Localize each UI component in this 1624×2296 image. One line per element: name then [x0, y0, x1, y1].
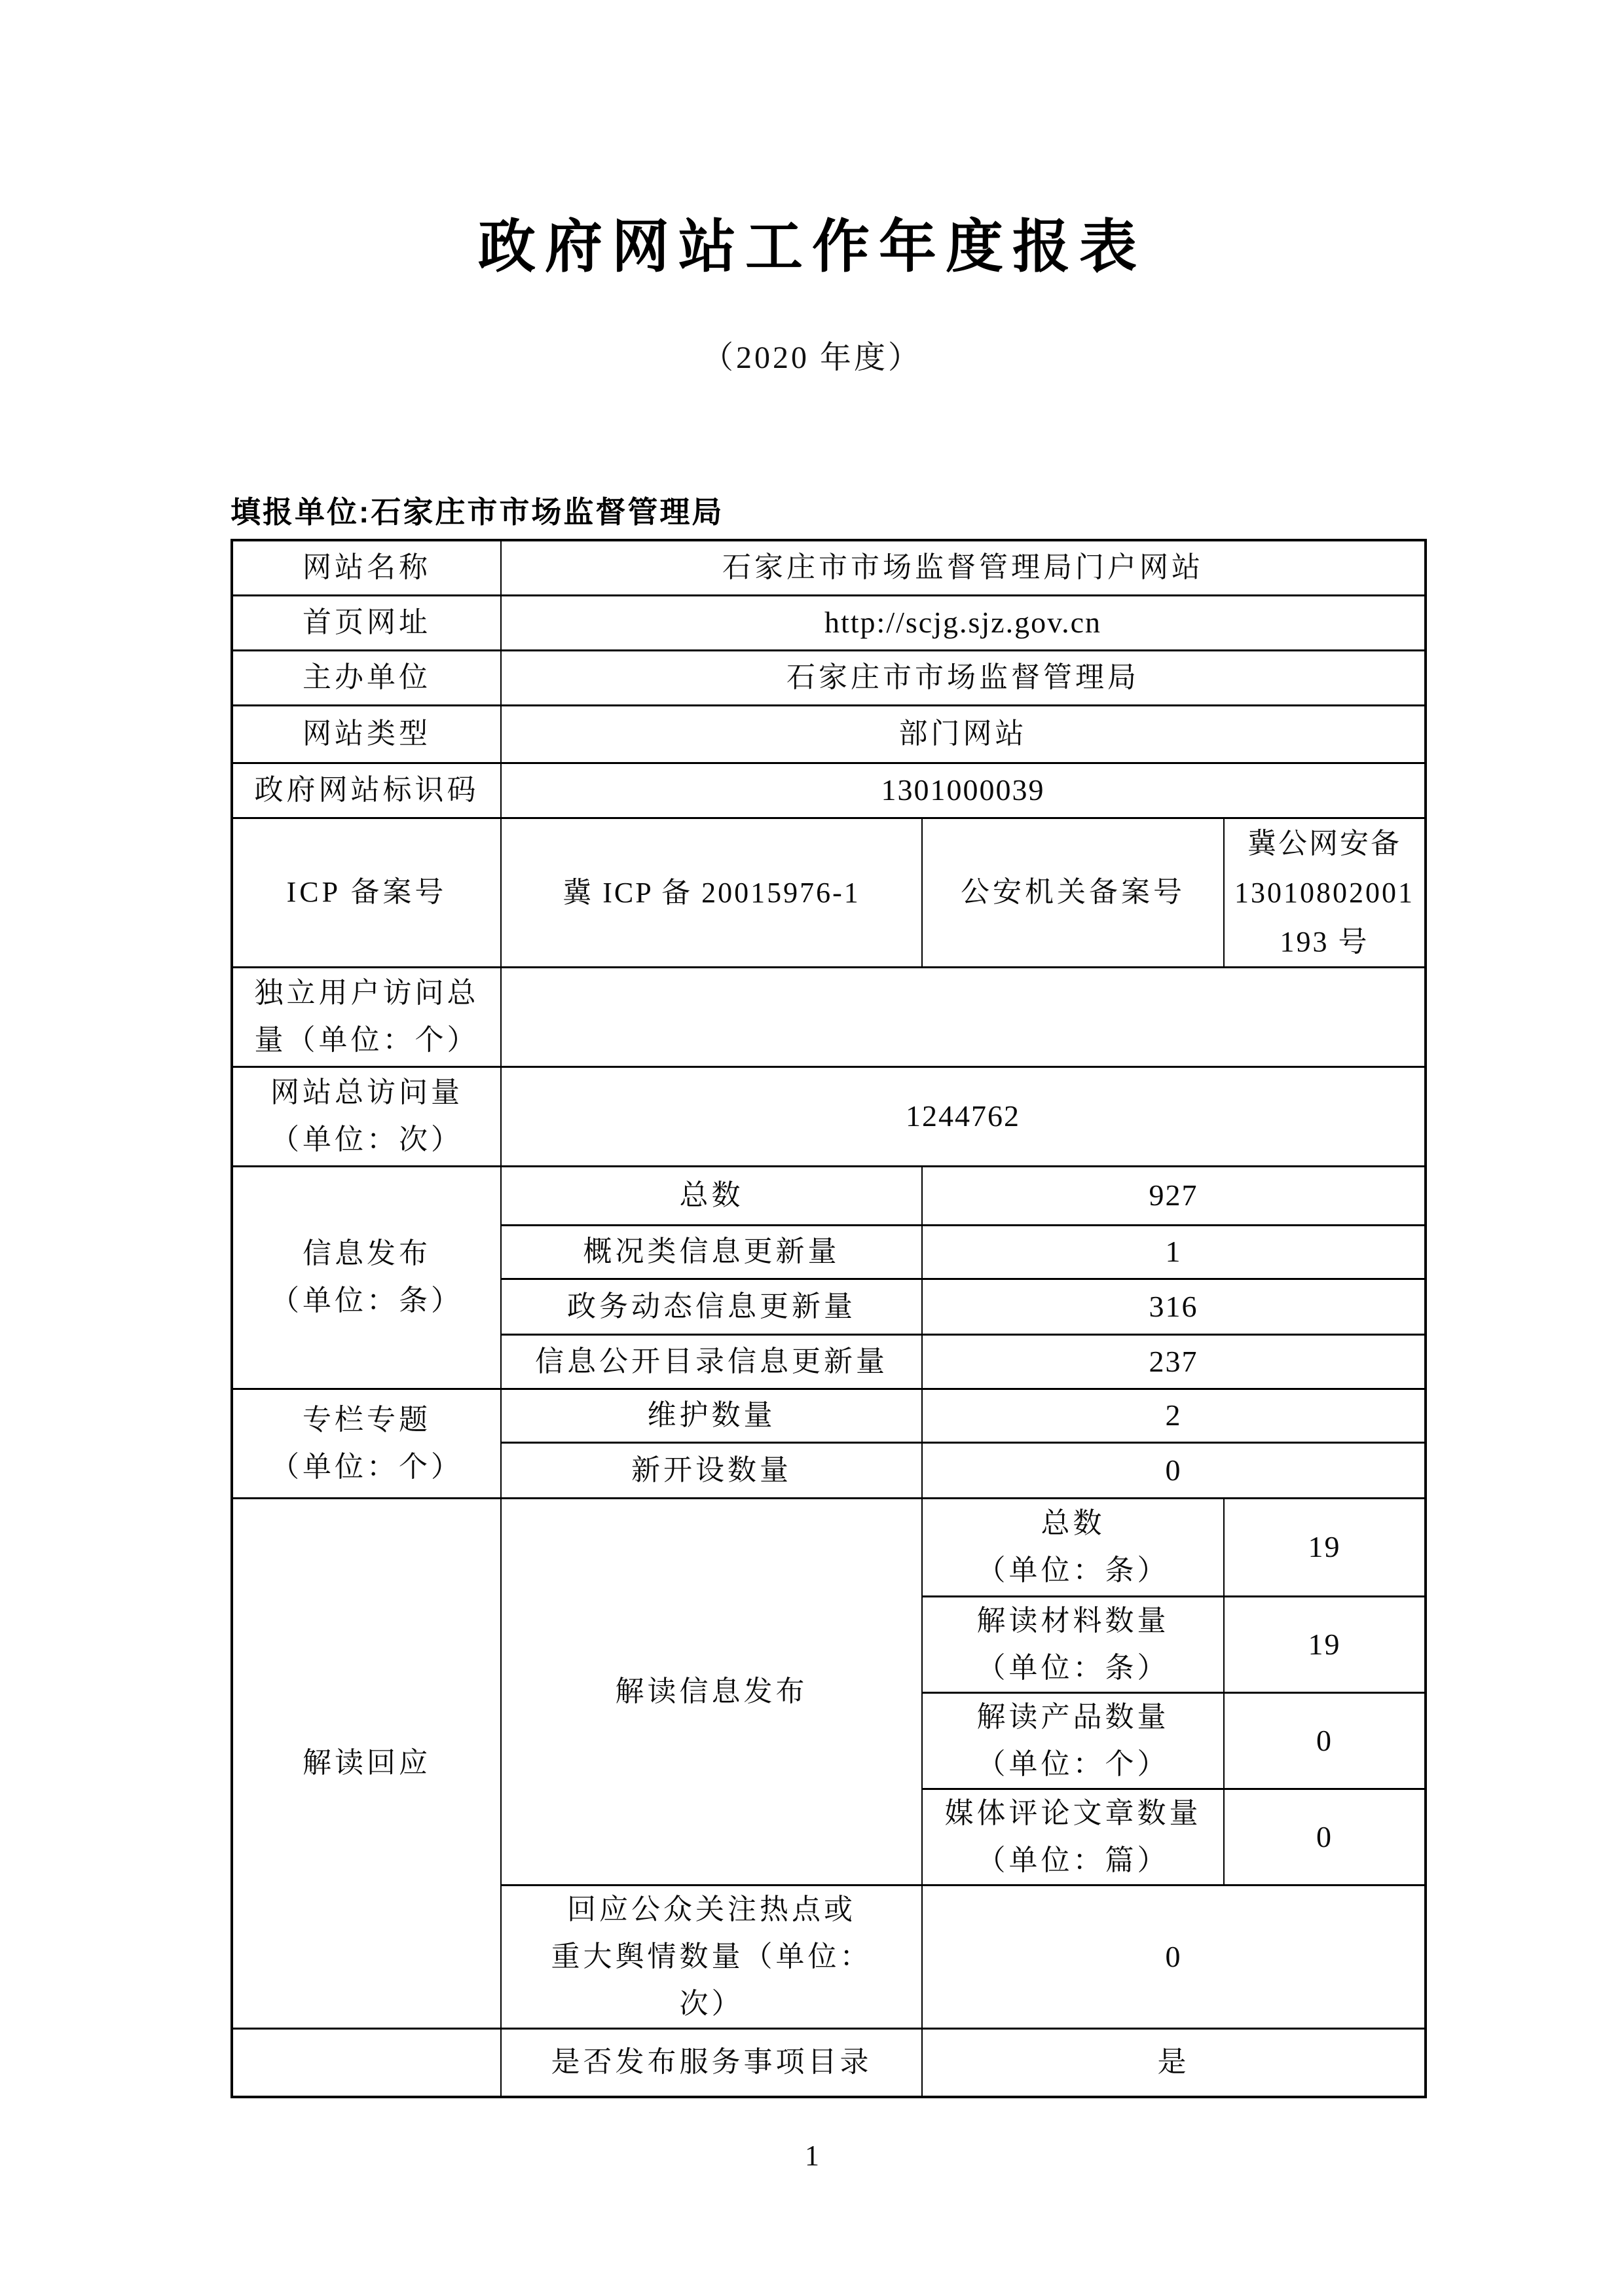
- row-site-id-code: [232, 763, 1426, 818]
- empty-cell: [232, 2028, 501, 2097]
- police-filing-label: 公安机关备案号: [922, 818, 1224, 967]
- row-interpretation-total: [232, 1498, 1426, 1596]
- police-filing-line-2: 13010802001: [1234, 876, 1414, 909]
- document-title: 政府网站工作年度报表: [477, 214, 1146, 279]
- website-type-label: 网站类型: [232, 705, 501, 763]
- interpretation-hotspot-label-line-3: 次）: [679, 1987, 744, 2020]
- unique-visitors-label-line-2: 量（单位：个）: [254, 1024, 479, 1056]
- special-columns-section-label: [232, 1389, 501, 1498]
- homepage-url-value: http://scjg.sjz.gov.cn: [501, 595, 1426, 650]
- icp-label: ICP 备案号: [232, 818, 501, 967]
- service-catalog-value: 是: [922, 2028, 1426, 2097]
- icp-value: 冀 ICP 备 20015976-1: [501, 818, 922, 967]
- interpretation-materials-label-line-1: 解读材料数量: [976, 1604, 1170, 1637]
- police-filing-line-1: 冀公网安备: [1247, 827, 1401, 860]
- website-name-value: 石家庄市市场监督管理局门户网站: [501, 540, 1426, 595]
- row-homepage-url: [232, 595, 1426, 650]
- total-visits-value: 1244762: [501, 1066, 1426, 1166]
- special-columns-label-line-1: 专栏专题: [303, 1403, 431, 1436]
- report-table: [231, 539, 1427, 2098]
- interpretation-total-label: [922, 1498, 1224, 1596]
- total-visits-label: [232, 1066, 501, 1166]
- info-publish-label-line-2: （单位：条）: [270, 1285, 463, 1317]
- interpretation-products-value: 0: [1224, 1692, 1426, 1789]
- info-publish-dynamic-value: 316: [922, 1279, 1426, 1334]
- total-visits-label-line-2: （单位：次）: [270, 1123, 463, 1156]
- row-website-name: [232, 540, 1426, 595]
- info-publish-overview-label: 概况类信息更新量: [501, 1225, 922, 1279]
- row-icp: [232, 818, 1426, 967]
- info-publish-section-label: [232, 1166, 501, 1389]
- info-publish-total-label: 总数: [501, 1166, 922, 1225]
- interpretation-materials-label-line-2: （单位：条）: [976, 1651, 1170, 1684]
- special-columns-label-line-2: （单位：个）: [270, 1450, 463, 1483]
- interpretation-hotspot-label-line-1: 回应公众关注热点或: [567, 1893, 856, 1925]
- info-publish-total-value: 927: [922, 1166, 1426, 1225]
- interpretation-media-label: [922, 1789, 1224, 1885]
- row-website-type: [232, 705, 1426, 763]
- website-name-label: 网站名称: [232, 540, 501, 595]
- row-service-catalog: [232, 2028, 1426, 2097]
- website-type-value: 部门网站: [501, 705, 1426, 763]
- interpretation-materials-label: [922, 1596, 1224, 1692]
- interpretation-media-label-line-1: 媒体评论文章数量: [944, 1796, 1202, 1829]
- interpretation-total-value: 19: [1224, 1498, 1426, 1596]
- page-number: 1: [805, 2140, 819, 2172]
- interpretation-media-label-line-2: （单位：篇）: [976, 1844, 1170, 1876]
- info-publish-overview-value: 1: [922, 1225, 1426, 1279]
- interpretation-total-label-line-1: 总数: [1041, 1507, 1105, 1539]
- row-info-publish-total: [232, 1166, 1426, 1225]
- interpretation-hotspot-label-line-2: 重大舆情数量（单位：: [551, 1940, 872, 1973]
- organizer-label: 主办单位: [232, 650, 501, 705]
- interpretation-products-label: [922, 1692, 1224, 1789]
- special-columns-new-label: 新开设数量: [501, 1442, 922, 1498]
- info-publish-catalog-label: 信息公开目录信息更新量: [501, 1334, 922, 1389]
- interpretation-products-label-line-2: （单位：个）: [976, 1747, 1170, 1780]
- interpretation-hotspot-value: 0: [922, 1885, 1426, 2028]
- police-filing-value: [1224, 818, 1426, 967]
- row-special-columns-maintained: [232, 1389, 1426, 1442]
- interpretation-total-label-line-2: （单位：条）: [976, 1554, 1170, 1586]
- unique-visitors-label-line-1: 独立用户访问总: [254, 977, 479, 1009]
- interpretation-media-value: 0: [1224, 1789, 1426, 1885]
- document-subtitle: （2020 年度）: [701, 340, 922, 375]
- police-filing-line-3: 193 号: [1280, 925, 1369, 958]
- info-publish-label-line-1: 信息发布: [303, 1237, 431, 1269]
- service-catalog-label: 是否发布服务事项目录: [501, 2028, 922, 2097]
- site-id-code-value: 1301000039: [501, 763, 1426, 818]
- interpretation-materials-value: 19: [1224, 1596, 1426, 1692]
- interpretation-products-label-line-1: 解读产品数量: [976, 1700, 1170, 1733]
- interpretation-section-label: 解读回应: [232, 1498, 501, 2028]
- unique-visitors-value: [501, 967, 1426, 1066]
- info-publish-dynamic-label: 政务动态信息更新量: [501, 1279, 922, 1334]
- homepage-url-label: 首页网址: [232, 595, 501, 650]
- row-unique-visitors: [232, 967, 1426, 1066]
- site-id-code-label: 政府网站标识码: [232, 763, 501, 818]
- special-columns-maintained-value: 2: [922, 1389, 1426, 1442]
- interpretation-hotspot-label: [501, 1885, 922, 2028]
- special-columns-new-value: 0: [922, 1442, 1426, 1498]
- total-visits-label-line-1: 网站总访问量: [270, 1076, 463, 1108]
- organizer-value: 石家庄市市场监督管理局: [501, 650, 1426, 705]
- unique-visitors-label: [232, 967, 501, 1066]
- reporting-unit: 填报单位:石家庄市市场监督管理局: [231, 495, 724, 529]
- info-publish-catalog-value: 237: [922, 1334, 1426, 1389]
- interpretation-publish-label: 解读信息发布: [501, 1498, 922, 1885]
- row-organizer: [232, 650, 1426, 705]
- row-total-visits: [232, 1066, 1426, 1166]
- special-columns-maintained-label: 维护数量: [501, 1389, 922, 1442]
